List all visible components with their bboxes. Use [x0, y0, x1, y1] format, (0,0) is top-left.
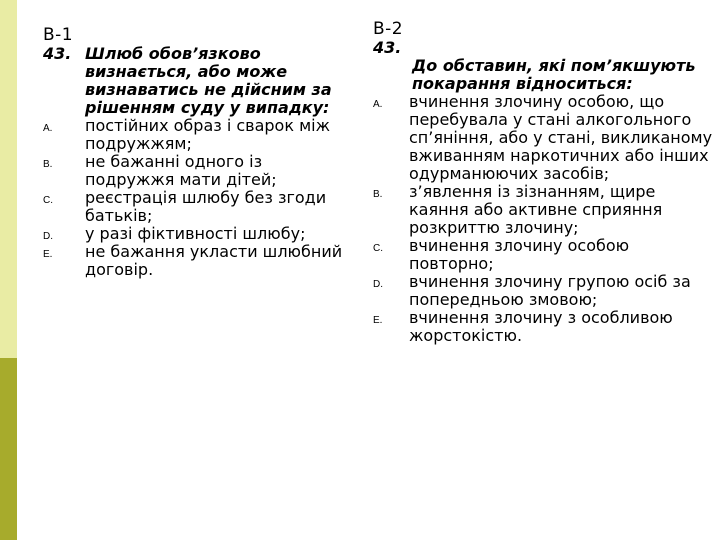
option-text: у разі фіктивності шлюбу; [85, 224, 306, 243]
variant-2-column [373, 20, 713, 345]
option-letter: B. [43, 159, 53, 170]
option-letter: E. [43, 249, 53, 260]
variant-2-question [373, 39, 713, 93]
variant-1-question-number: 43. [43, 44, 72, 63]
option-text: вчинення злочину з особливою жорстокістю. [409, 308, 673, 345]
option-text: вчинення злочину особою повторно; [409, 236, 630, 273]
option-letter: D. [43, 231, 53, 242]
variant-2-question-text: До обставин, які пом’якшують покарання відноситься: [412, 56, 696, 93]
option-letter: D. [373, 279, 383, 290]
decorative-stripe-bottom [0, 358, 17, 540]
option-text: не бажання укласти шлюбний договір. [85, 242, 343, 279]
option-text: вчинення злочину групою осіб за попередньою змовою; [409, 272, 691, 309]
option-letter: E. [373, 315, 383, 326]
option-letter: C. [43, 195, 53, 206]
option-letter: C. [373, 243, 383, 254]
variant-1-column [43, 26, 343, 279]
variant-1-option-b [43, 153, 343, 189]
variant-2-option-b [373, 183, 713, 237]
option-text: реєстрація шлюбу без згоди батьків; [85, 188, 327, 225]
variant-2-option-a [373, 93, 713, 183]
variant-1-option-c [43, 189, 343, 225]
variant-2-title: В-2 [373, 19, 404, 39]
option-text: з’явлення із зізнанням, щире каяння або активне сприяння розкриттю злочину; [409, 182, 663, 237]
variant-1-question [43, 45, 343, 117]
variant-2-option-e [373, 309, 713, 345]
option-text: постійних образ і сварок між подружжям; [85, 116, 331, 153]
option-text: не бажанні одного із подружжя мати дітей; [85, 152, 277, 189]
option-letter: B. [373, 189, 383, 200]
variant-1-question-text: Шлюб обов’язково визнається, або може визнаватись не дійсним за рішенням суду у випадку: [85, 44, 332, 117]
variant-2-option-d [373, 273, 713, 309]
variant-1-option-d [43, 225, 343, 243]
decorative-stripe-top [0, 0, 17, 358]
variant-1-option-a [43, 117, 343, 153]
option-text: вчинення злочину особою, що перебувала у стані алкогольного сп’яніння, або у стані, викликаному вживанням наркотичних або інших одурманюючих засобів; [409, 92, 713, 183]
option-letter: A. [43, 123, 53, 134]
variant-1-title: В-1 [43, 25, 74, 45]
variant-2-option-c [373, 237, 713, 273]
variant-2-question-number: 43. [373, 38, 402, 57]
option-letter: A. [373, 99, 383, 110]
variant-1-option-e [43, 243, 343, 279]
